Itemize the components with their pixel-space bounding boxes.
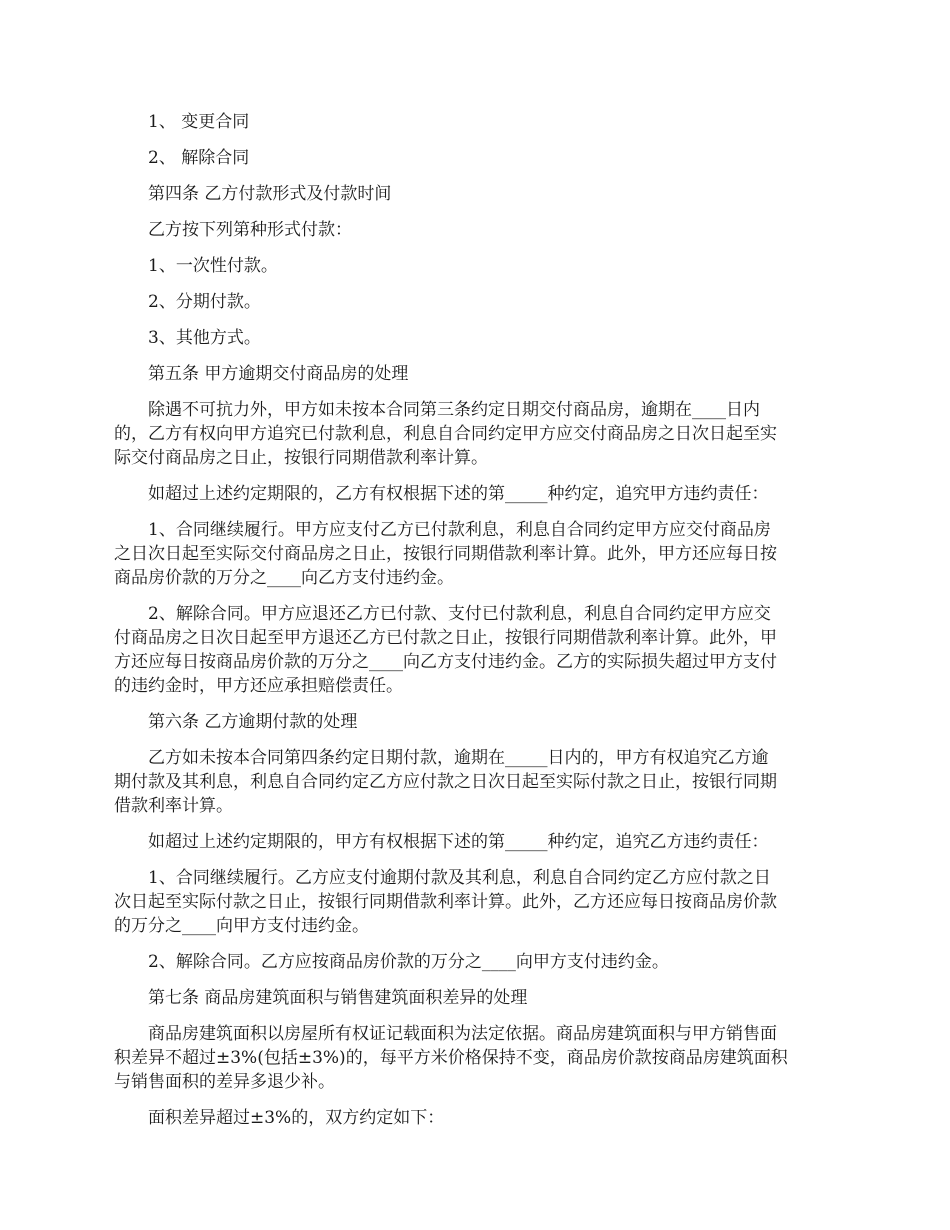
paragraph-row: 积差异不超过±3%(包括±3%)的，每平方米价格保持不变，商品房价款按商品房建筑面积 (114, 1048, 788, 1068)
text-line: 3、其他方式。 (148, 328, 261, 348)
text-line: 2、解除合同。乙方应按商品房价款的万分之____向甲方支付违约金。 (148, 952, 669, 972)
paragraph-row: 与销售面积的差异多退少补。 (114, 1072, 335, 1092)
paragraph (114, 518, 834, 590)
paragraph-row: 的万分之____向甲方支付违约金。 (114, 916, 369, 936)
paragraph (114, 1022, 834, 1094)
paragraph-row: 的，乙方有权向甲方追究已付款利息，利息自合同约定甲方应交付商品房之日次日起至实 (114, 424, 777, 444)
paragraph-row: 1、合同继续履行。乙方应支付逾期付款及其利息，利息自合同约定乙方应付款之日 (148, 868, 771, 888)
text-line: 乙方按下列第种形式付款： (148, 220, 352, 240)
paragraph-row: 付商品房之日次日起至甲方退还乙方已付款之日止，按银行同期借款利率计算。此外，甲 (114, 628, 777, 648)
text-line: 如超过上述约定期限的，乙方有权根据下述的第_____种约定，追究甲方违约责任： (148, 484, 769, 504)
text-line: 1、一次性付款。 (148, 256, 278, 276)
paragraph-row: 乙方如未按本合同第四条约定日期付款，逾期在_____日内的，甲方有权追究乙方逾 (148, 748, 769, 768)
paragraph-row: 1、合同继续履行。甲方应支付乙方已付款利息，利息自合同约定甲方应交付商品房 (148, 520, 771, 540)
text-line: 第五条 甲方逾期交付商品房的处理 (148, 364, 409, 384)
paragraph-row: 际交付商品房之日止，按银行同期借款利率计算。 (114, 448, 488, 468)
paragraph-row: 借款利率计算。 (114, 796, 233, 816)
paragraph (114, 746, 834, 818)
paragraph-row: 之日次日起至实际交付商品房之日止，按银行同期借款利率计算。此外，甲方还应每日按 (114, 544, 777, 564)
paragraph-row: 方还应每日按商品房价款的万分之____向乙方支付违约金。乙方的实际损失超过甲方支付 (114, 652, 777, 672)
paragraph (114, 602, 834, 698)
text-line: 第四条 乙方付款形式及付款时间 (148, 184, 392, 204)
paragraph-row: 除遇不可抗力外，甲方如未按本合同第三条约定日期交付商品房，逾期在____日内 (148, 400, 760, 420)
paragraph-row: 次日起至实际付款之日止，按银行同期借款利率计算。此外，乙方还应每日按商品房价款 (114, 892, 777, 912)
document-page (114, 110, 834, 1142)
text-line: 面积差异超过±3%的，双方约定如下： (148, 1108, 445, 1128)
paragraph (114, 398, 834, 470)
paragraph-row: 的违约金时，甲方还应承担赔偿责任。 (114, 676, 403, 696)
paragraph-row: 商品房建筑面积以房屋所有权证记载面积为法定依据。商品房建筑面积与甲方销售面 (148, 1024, 777, 1044)
paragraph-row: 商品房价款的万分之____向乙方支付违约金。 (114, 568, 454, 588)
paragraph (114, 866, 834, 938)
text-line: 2、分期付款。 (148, 292, 261, 312)
text-line: 第七条 商品房建筑面积与销售建筑面积差异的处理 (148, 988, 528, 1008)
text-line: 2、 解除合同 (148, 148, 250, 168)
text-line: 1、 变更合同 (148, 112, 250, 132)
paragraph-row: 2、解除合同。甲方应退还乙方已付款、支付已付款利息，利息自合同约定甲方应交 (148, 604, 771, 624)
text-line: 第六条 乙方逾期付款的处理 (148, 712, 358, 732)
text-line: 如超过上述约定期限的，甲方有权根据下述的第_____种约定，追究乙方违约责任： (148, 832, 769, 852)
paragraph-row: 期付款及其利息，利息自合同约定乙方应付款之日次日起至实际付款之日止，按银行同期 (114, 772, 777, 792)
